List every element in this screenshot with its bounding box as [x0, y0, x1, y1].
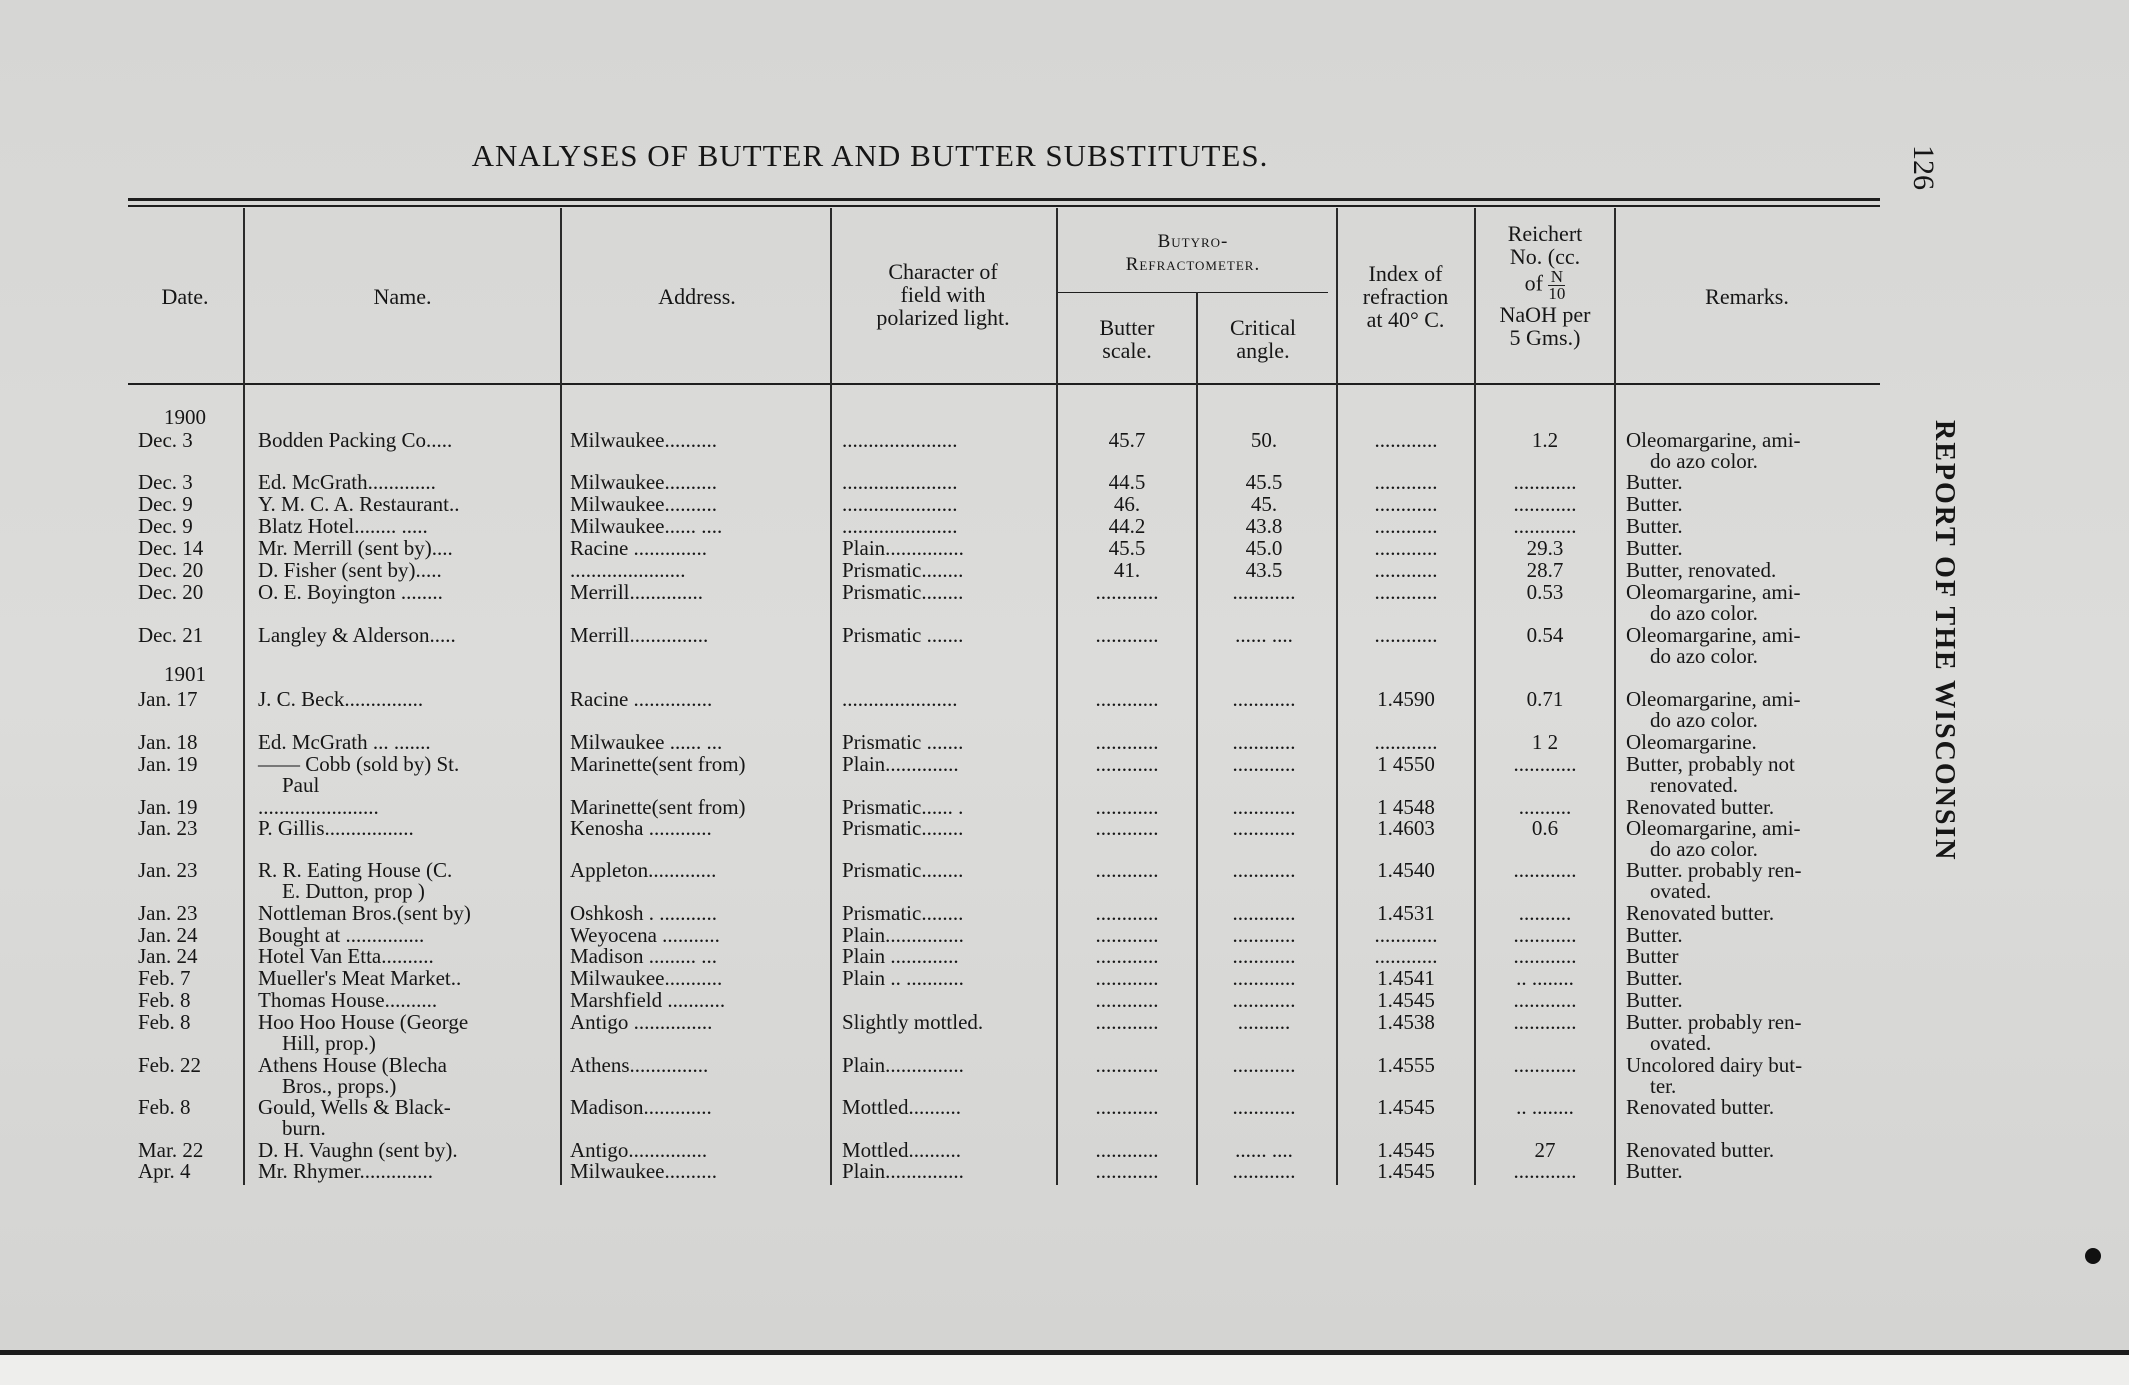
row-address: Milwaukee.......... — [570, 470, 717, 494]
row-remarks: Oleomargarine, ami- do azo color. — [1626, 687, 1801, 732]
row-name: —— Cobb (sold by) St. Paul — [258, 752, 460, 797]
row-address: Oshkosh . ........... — [570, 901, 718, 925]
row-butter-scale: ............ — [1095, 816, 1159, 840]
row-address: Weyocena ........... — [570, 923, 720, 947]
row-butter-scale: ............ — [1095, 988, 1159, 1012]
page-title: ANALYSES OF BUTTER AND BUTTER SUBSTITUTES. — [471, 138, 1269, 173]
row-index: ............ — [1374, 492, 1438, 516]
column-divider — [1196, 292, 1198, 1185]
row-critical-angle: ...... .... — [1235, 1138, 1293, 1162]
row-critical-angle: ............ — [1232, 988, 1296, 1012]
column-divider — [243, 208, 245, 1185]
row-name: Mr. Merrill (sent by).... — [258, 536, 453, 560]
row-character: Prismatic...... . — [842, 795, 964, 819]
row-reichert: 0.6 — [1531, 816, 1559, 840]
row-butter-scale: 46. — [1113, 492, 1141, 516]
row-remarks: Butter. — [1626, 470, 1683, 494]
row-butter-scale: ............ — [1095, 730, 1159, 754]
row-index: ............ — [1374, 730, 1438, 754]
row-critical-angle: ............ — [1232, 1053, 1296, 1077]
row-reichert: ............ — [1513, 1010, 1577, 1034]
row-critical-angle: ............ — [1232, 901, 1296, 925]
row-remarks: Renovated butter. — [1626, 1138, 1775, 1162]
row-date: Dec. 9 — [138, 514, 193, 538]
row-name: Nottleman Bros.(sent by) — [258, 901, 471, 925]
row-date: Dec. 20 — [138, 558, 204, 582]
row-address: Marshfield ........... — [570, 988, 726, 1012]
row-butter-scale: 44.2 — [1108, 514, 1146, 538]
row-date: Apr. 4 — [138, 1159, 191, 1183]
row-remarks: Oleomargarine, ami- do azo color. — [1626, 580, 1801, 625]
header-name: Name. — [373, 284, 432, 309]
row-butter-scale: ............ — [1095, 1010, 1159, 1034]
row-critical-angle: 43.5 — [1245, 558, 1283, 582]
row-butter-scale: ............ — [1095, 1159, 1159, 1183]
column-divider — [1614, 208, 1616, 1185]
row-butter-scale: ............ — [1095, 923, 1159, 947]
row-index: 1.4531 — [1377, 901, 1435, 925]
row-name: ....................... — [258, 795, 379, 819]
row-date: Dec. 3 — [138, 470, 193, 494]
reichert-fraction: of $\frac{N}{10}$ — [1524, 267, 1566, 303]
row-index: ............ — [1374, 944, 1438, 968]
row-butter-scale: ............ — [1095, 752, 1159, 776]
row-character: Prismatic........ — [842, 901, 964, 925]
row-critical-angle: ............ — [1232, 1095, 1296, 1119]
row-reichert: 28.7 — [1526, 558, 1564, 582]
row-date: Feb. 22 — [138, 1053, 201, 1077]
top-rule — [128, 198, 1880, 201]
row-butter-scale: ............ — [1095, 944, 1159, 968]
row-remarks: Butter. — [1626, 988, 1683, 1012]
row-date: Dec. 3 — [138, 428, 193, 452]
row-critical-angle: ............ — [1232, 795, 1296, 819]
row-date: Mar. 22 — [138, 1138, 204, 1162]
row-butter-scale: ............ — [1095, 1138, 1159, 1162]
year-1900: 1900 — [164, 405, 206, 429]
row-remarks: Butter. — [1626, 1159, 1683, 1183]
row-address: Merrill............... — [570, 623, 709, 647]
row-butter-scale: ............ — [1095, 580, 1159, 604]
row-name: Y. M. C. A. Restaurant.. — [258, 492, 460, 516]
row-critical-angle: .......... — [1237, 1010, 1291, 1034]
row-index: ............ — [1374, 470, 1438, 494]
row-address: ...................... — [570, 558, 686, 582]
row-index: 1.4555 — [1377, 1053, 1435, 1077]
header-date: Date. — [161, 284, 209, 309]
row-name: R. R. Eating House (C. E. Dutton, prop ) — [258, 858, 453, 903]
row-critical-angle: ............ — [1232, 944, 1296, 968]
header-index: Index of refraction at 40° C. — [1362, 261, 1449, 332]
row-character: Plain ............. — [842, 944, 959, 968]
row-reichert: ............ — [1513, 923, 1577, 947]
row-critical-angle: ............ — [1232, 966, 1296, 990]
row-remarks: Renovated butter. — [1626, 901, 1775, 925]
row-address: Antigo ............... — [570, 1010, 713, 1034]
row-remarks: Butter. — [1626, 966, 1683, 990]
row-address: Marinette(sent from) — [570, 752, 746, 776]
row-address: Racine ............... — [570, 687, 713, 711]
row-remarks: Butter, renovated. — [1626, 558, 1777, 582]
row-critical-angle: 45.5 — [1245, 470, 1283, 494]
row-reichert: .......... — [1518, 795, 1572, 819]
row-reichert: 0.53 — [1526, 580, 1564, 604]
column-divider — [560, 208, 562, 1185]
row-name: Ed. McGrath ... ....... — [258, 730, 431, 754]
row-critical-angle: 45.0 — [1245, 536, 1283, 560]
row-address: Madison............. — [570, 1095, 712, 1119]
row-index: 1.4545 — [1377, 988, 1435, 1012]
row-date: Jan. 23 — [138, 901, 198, 925]
row-critical-angle: ............ — [1232, 923, 1296, 947]
row-address: Racine .............. — [570, 536, 708, 560]
row-index: ............ — [1374, 558, 1438, 582]
row-critical-angle: ............ — [1232, 816, 1296, 840]
row-character: Mottled.......... — [842, 1095, 961, 1119]
row-address: Appleton............. — [570, 858, 717, 882]
row-date: Dec. 14 — [138, 536, 204, 560]
row-date: Feb. 7 — [138, 966, 191, 990]
row-date: Jan. 19 — [138, 795, 198, 819]
header-butyro: Butyro- Refractometer. — [1125, 231, 1261, 275]
row-reichert: ............ — [1513, 514, 1577, 538]
row-butter-scale: ............ — [1095, 795, 1159, 819]
row-butter-scale: 41. — [1113, 558, 1141, 582]
row-remarks: Butter. — [1626, 492, 1683, 516]
header-critical-angle: Critical angle. — [1230, 315, 1296, 363]
row-index: ............ — [1374, 428, 1438, 452]
row-index: 1 4550 — [1377, 752, 1435, 776]
row-butter-scale: ............ — [1095, 1095, 1159, 1119]
row-index: ............ — [1374, 923, 1438, 947]
row-reichert: 0.71 — [1526, 687, 1564, 711]
row-character: Prismatic ....... — [842, 730, 964, 754]
row-critical-angle: ...... .... — [1235, 623, 1293, 647]
column-divider — [1474, 208, 1476, 1185]
row-name: Mr. Rhymer.............. — [258, 1159, 434, 1183]
row-date: Jan. 23 — [138, 858, 198, 882]
row-remarks: Oleomargarine, ami- do azo color. — [1626, 428, 1801, 473]
row-name: Thomas House.......... — [258, 988, 438, 1012]
row-address: Milwaukee.......... — [570, 1159, 717, 1183]
row-reichert: ............ — [1513, 1159, 1577, 1183]
column-divider — [1336, 208, 1338, 1185]
row-index: 1.4541 — [1377, 966, 1435, 990]
row-name: Hoo Hoo House (George Hill, prop.) — [258, 1010, 469, 1055]
row-critical-angle: ............ — [1232, 687, 1296, 711]
row-butter-scale: ............ — [1095, 901, 1159, 925]
row-character: Mottled.......... — [842, 1138, 961, 1162]
row-critical-angle: ............ — [1232, 1159, 1296, 1183]
row-address: Madison ......... ... — [570, 944, 717, 968]
row-remarks: Butter. — [1626, 514, 1683, 538]
row-address: Milwaukee...... .... — [570, 514, 723, 538]
row-address: Merrill.............. — [570, 580, 703, 604]
row-index: 1.4545 — [1377, 1159, 1435, 1183]
row-name: P. Gillis................. — [258, 816, 414, 840]
row-date: Dec. 20 — [138, 580, 204, 604]
row-date: Jan. 24 — [138, 944, 198, 968]
row-remarks: Renovated butter. — [1626, 1095, 1775, 1119]
row-date: Jan. 18 — [138, 730, 198, 754]
row-index: 1.4538 — [1377, 1010, 1435, 1034]
row-character: ...................... — [842, 687, 958, 711]
running-header: REPORT OF THE WISCONSIN — [1929, 420, 1960, 862]
row-index: 1 4548 — [1377, 795, 1435, 819]
row-character: Prismatic........ — [842, 558, 964, 582]
row-index: 1.4545 — [1377, 1138, 1435, 1162]
row-name: Langley & Alderson..... — [258, 623, 456, 647]
row-reichert: ............ — [1513, 492, 1577, 516]
row-index: 1.4590 — [1377, 687, 1435, 711]
row-date: Jan. 17 — [138, 687, 198, 711]
row-name: Blatz Hotel........ ..... — [258, 514, 428, 538]
row-butter-scale: 44.5 — [1108, 470, 1146, 494]
row-date: Jan. 23 — [138, 816, 198, 840]
row-name: Bodden Packing Co..... — [258, 428, 453, 452]
row-critical-angle: ............ — [1232, 580, 1296, 604]
row-index: 1.4540 — [1377, 858, 1435, 882]
row-reichert: 0.54 — [1526, 623, 1564, 647]
row-character: ...................... — [842, 514, 958, 538]
row-character: Prismatic........ — [842, 816, 964, 840]
row-name: Athens House (Blecha Bros., props.) — [258, 1053, 447, 1098]
row-reichert: .. ........ — [1516, 1095, 1574, 1119]
row-name: O. E. Boyington ........ — [258, 580, 443, 604]
row-character: ...................... — [842, 492, 958, 516]
row-remarks: Renovated butter. — [1626, 795, 1775, 819]
row-butter-scale: ............ — [1095, 623, 1159, 647]
row-address: Milwaukee........... — [570, 966, 723, 990]
row-remarks: Oleomargarine, ami- do azo color. — [1626, 623, 1801, 668]
row-remarks: Oleomargarine, ami- do azo color. — [1626, 816, 1801, 861]
row-date: Jan. 24 — [138, 923, 198, 947]
row-name: Bought at ............... — [258, 923, 425, 947]
row-index: 1.4603 — [1377, 816, 1435, 840]
row-character: Prismatic ....... — [842, 623, 964, 647]
row-name: D. H. Vaughn (sent by). — [258, 1138, 458, 1162]
row-date: Dec. 21 — [138, 623, 204, 647]
row-address: Athens............... — [570, 1053, 709, 1077]
row-character: Plain .. ........... — [842, 966, 964, 990]
row-butter-scale: ............ — [1095, 687, 1159, 711]
row-name: Ed. McGrath............. — [258, 470, 436, 494]
row-butter-scale: 45.7 — [1108, 428, 1146, 452]
row-butter-scale: ............ — [1095, 966, 1159, 990]
row-reichert: ............ — [1513, 988, 1577, 1012]
row-remarks: Butter. probably ren- ovated. — [1626, 1010, 1802, 1055]
row-reichert: ............ — [1513, 944, 1577, 968]
row-character: Plain............... — [842, 1159, 964, 1183]
row-butter-scale: ............ — [1095, 858, 1159, 882]
row-reichert: ............ — [1513, 858, 1577, 882]
row-character: Prismatic........ — [842, 580, 964, 604]
row-name: Hotel Van Etta.......... — [258, 944, 434, 968]
row-reichert: ............ — [1513, 752, 1577, 776]
row-remarks: Oleomargarine. — [1626, 730, 1757, 754]
header-rule — [128, 383, 1880, 385]
row-index: ............ — [1374, 623, 1438, 647]
row-name: D. Fisher (sent by)..... — [258, 558, 442, 582]
row-remarks: Butter. — [1626, 536, 1683, 560]
row-character: Plain............... — [842, 923, 964, 947]
row-critical-angle: 43.8 — [1245, 514, 1283, 538]
row-date: Jan. 19 — [138, 752, 198, 776]
row-critical-angle: ............ — [1232, 730, 1296, 754]
row-name: Mueller's Meat Market.. — [258, 966, 462, 990]
header-address: Address. — [658, 284, 736, 309]
row-date: Dec. 9 — [138, 492, 193, 516]
row-index: ............ — [1374, 580, 1438, 604]
row-address: Kenosha ............ — [570, 816, 712, 840]
row-character: ...................... — [842, 470, 958, 494]
row-remarks: Butter — [1626, 944, 1679, 968]
header-butter-scale: Butter scale. — [1099, 315, 1155, 363]
row-date: Feb. 8 — [138, 988, 191, 1012]
row-date: Feb. 8 — [138, 1095, 191, 1119]
row-reichert: 29.3 — [1526, 536, 1564, 560]
row-remarks: Butter. probably ren- ovated. — [1626, 858, 1802, 903]
row-reichert: 27 — [1534, 1138, 1556, 1162]
row-character: Slightly mottled. — [842, 1010, 984, 1034]
row-date: Feb. 8 — [138, 1010, 191, 1034]
row-remarks: Butter, probably not renovated. — [1626, 752, 1795, 797]
row-character: ...................... — [842, 428, 958, 452]
row-name: Gould, Wells & Black- burn. — [258, 1095, 451, 1140]
row-critical-angle: 45. — [1250, 492, 1278, 516]
row-reichert: 1.2 — [1531, 428, 1559, 452]
header-character: Character of field with polarized light. — [876, 259, 1010, 330]
row-butter-scale: ............ — [1095, 1053, 1159, 1077]
row-index: 1.4545 — [1377, 1095, 1435, 1119]
header-remarks: Remarks. — [1705, 284, 1789, 309]
row-address: Milwaukee.......... — [570, 492, 717, 516]
row-address: Antigo............... — [570, 1138, 708, 1162]
row-reichert: 1 2 — [1531, 730, 1559, 754]
row-character: Plain.............. — [842, 752, 959, 776]
row-critical-angle: ............ — [1232, 858, 1296, 882]
page-number: 126 — [1907, 145, 1940, 190]
year-1901: 1901 — [164, 662, 206, 686]
row-reichert: .......... — [1518, 901, 1572, 925]
top-rule-2 — [128, 205, 1880, 207]
row-butter-scale: 45.5 — [1108, 536, 1146, 560]
ink-spot — [2085, 1248, 2101, 1264]
row-name: J. C. Beck............... — [258, 687, 424, 711]
row-character: Plain............... — [842, 1053, 964, 1077]
butyro-sub-rule — [1058, 292, 1328, 293]
row-address: Milwaukee.......... — [570, 428, 717, 452]
row-remarks: Uncolored dairy but- ter. — [1626, 1053, 1803, 1098]
row-index: ............ — [1374, 536, 1438, 560]
row-critical-angle: ............ — [1232, 752, 1296, 776]
header-reichert: Reichert No. (cc. of $\frac{N}{10}$ NaOH per 5 Gms.) — [1476, 222, 1614, 349]
row-index: ............ — [1374, 514, 1438, 538]
row-reichert: .. ........ — [1516, 966, 1574, 990]
row-address: Milwaukee ...... ... — [570, 730, 723, 754]
row-address: Marinette(sent from) — [570, 795, 746, 819]
row-character: Plain............... — [842, 536, 964, 560]
row-reichert: ............ — [1513, 470, 1577, 494]
row-critical-angle: 50. — [1250, 428, 1278, 452]
row-remarks: Butter. — [1626, 923, 1683, 947]
row-reichert: ............ — [1513, 1053, 1577, 1077]
row-character: Prismatic........ — [842, 858, 964, 882]
